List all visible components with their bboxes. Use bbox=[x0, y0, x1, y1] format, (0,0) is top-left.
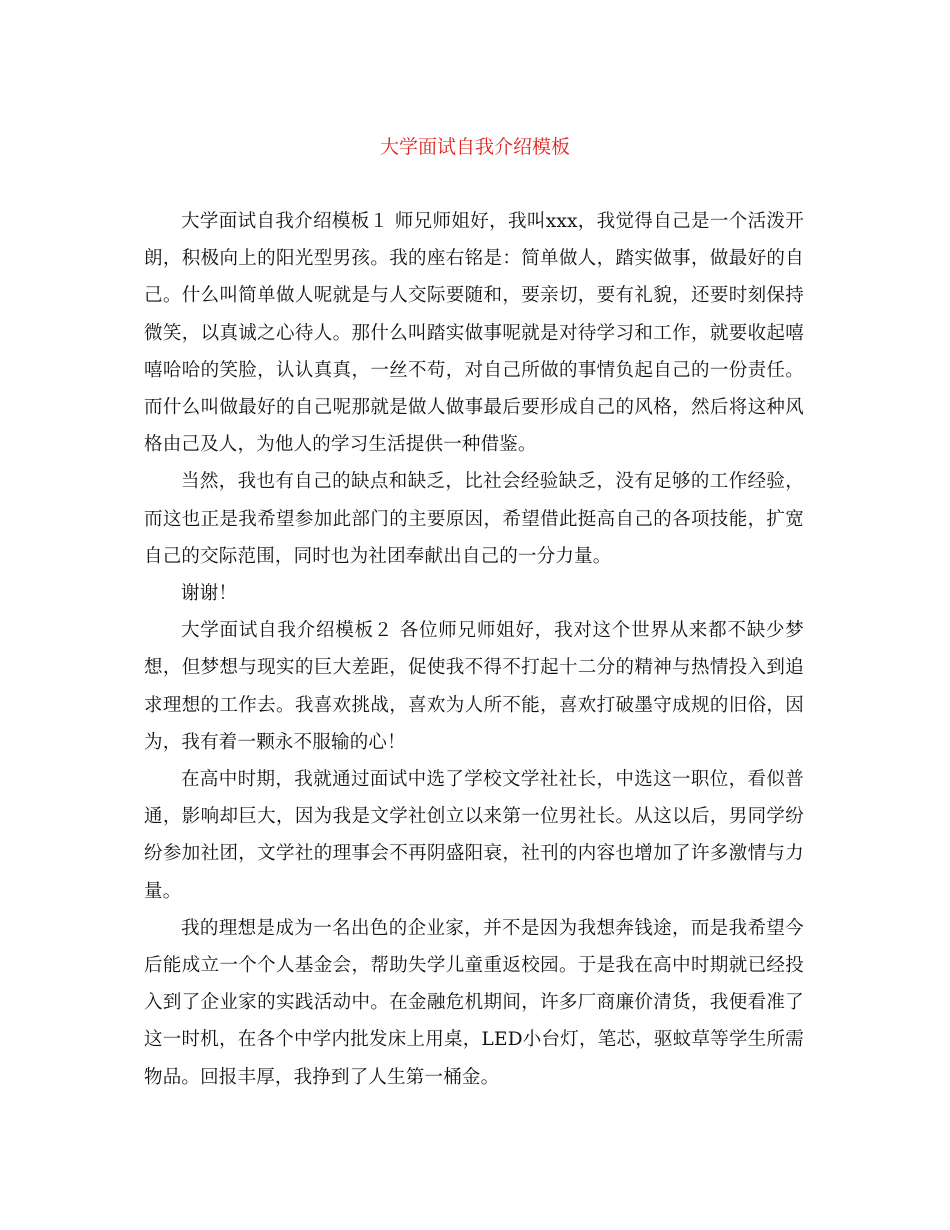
paragraph-2: 当然，我也有自己的缺点和缺乏，比社会经验缺乏，没有足够的工作经验，而这也正是我希望参加此部门的主要原因，希望借此挺高自己的各项技能，扩宽自己的交际范围，同时也为社团奉献出自己的一分力量。 bbox=[144, 471, 804, 567]
paragraph-4: 大学面试自我介绍模板２ 各位师兄师姐好，我对这个世界从来都不缺少梦想，但梦想与现实的巨大差距，促使我不得不打起十二分的精神与热情投入到追求理想的工作去。我喜欢挑战，喜欢为人所不能，喜欢打破墨守成规的旧俗，因为，我有着一颗永不服输的心！ bbox=[144, 620, 804, 753]
document-body bbox=[144, 203, 804, 1096]
paragraph-3: 谢谢！ bbox=[181, 583, 238, 605]
paragraph-6: 我的理想是成为一名出色的企业家，并不是因为我想奔钱途，而是我希望今后能成立一个个人基金会，帮助失学儿童重返校园。于是我在高中时期就已经投入到了企业家的实践活动中。在金融危机期间，许多厂商廉价清货，我便看准了这一时机，在各个中学内批发床上用桌，LED小台灯，笔芯，驱蚊草等学生所需物品。回报丰厚，我挣到了人生第一桶金。 bbox=[144, 917, 804, 1088]
paragraph-1: 大学面试自我介绍模板１ 师兄师姐好，我叫xxx，我觉得自己是一个活泼开朗，积极向上的阳光型男孩。我的座右铭是：简单做人，踏实做事，做最好的自己。什么叫简单做人呢就是与人交际要随和，要亲切，要有礼貌，还要时刻保持微笑，以真诚之心待人。那什么叫踏实做事呢就是对待学习和工作，就要收起嘻嘻哈哈的笑脸，认认真真，一丝不苟，对自己所做的事情负起自己的一份责任。而什么叫做最好的自己呢那就是做人做事最后要形成自己的风格，然后将这种风格由己及人，为他人的学习生活提供一种借鉴。 bbox=[144, 211, 804, 456]
paragraph-5: 在高中时期，我就通过面试中选了学校文学社社长，中选这一职位，看似普通，影响却巨大，因为我是文学社创立以来第一位男社长。从这以后，男同学纷纷参加社团，文学社的理事会不再阴盛阳衰，社刊的内容也增加了许多激情与力量。 bbox=[144, 769, 804, 902]
document-title: 大学面试自我介绍模板 bbox=[379, 136, 570, 158]
